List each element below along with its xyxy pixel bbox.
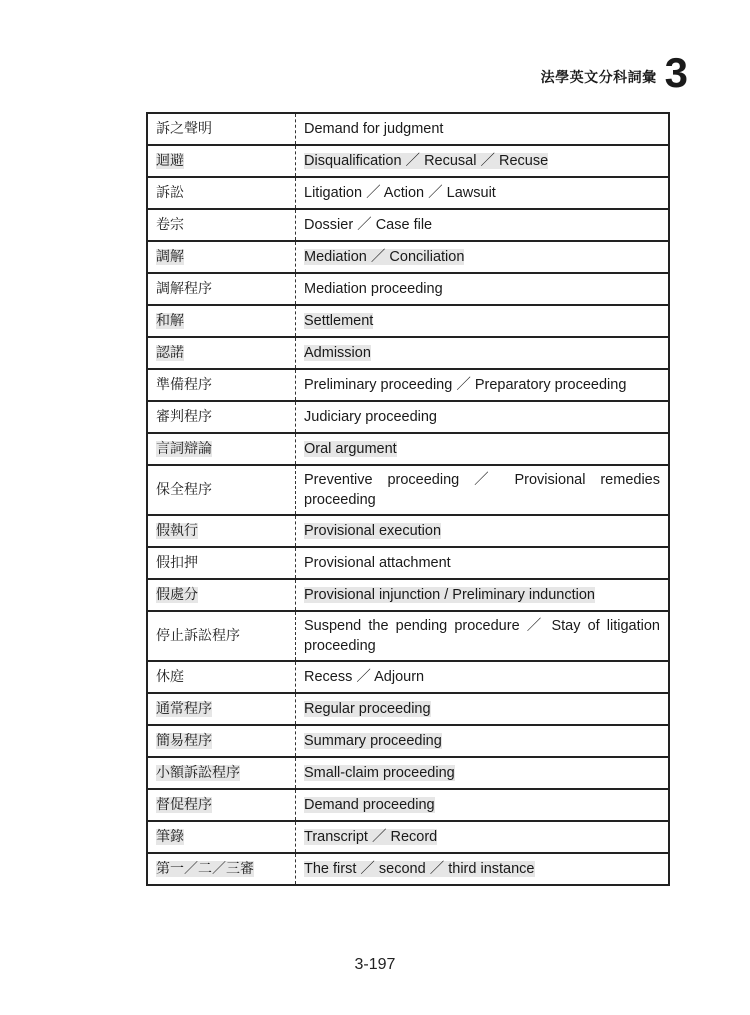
english-term: Litigation ／ Action ／ Lawsuit (304, 185, 496, 201)
chinese-term-cell (147, 693, 296, 725)
english-term: Provisional execution (304, 523, 442, 539)
english-term: The first ／ second ／ third instance (304, 861, 535, 877)
english-term-cell (296, 305, 670, 337)
chinese-term: 言詞辯論 (156, 441, 212, 457)
english-term: Summary proceeding (304, 733, 442, 749)
table-row (147, 337, 669, 369)
english-term: Small-claim proceeding (304, 765, 455, 781)
english-term-cell (296, 113, 670, 145)
english-term: Suspend the pending procedure ／ Stay of litigation proceeding (304, 618, 660, 654)
english-term-cell (296, 725, 670, 757)
chinese-term-cell (147, 305, 296, 337)
english-term-cell (296, 209, 670, 241)
chinese-term: 假執行 (156, 523, 198, 539)
chinese-term: 卷宗 (156, 217, 184, 233)
chapter-title: 法學英文分科詞彙 (540, 70, 657, 86)
chinese-term-cell (147, 661, 296, 693)
english-term-cell (296, 661, 670, 693)
chinese-term-cell (147, 757, 296, 789)
table-row (147, 853, 669, 885)
chinese-term: 第一／二／三審 (156, 861, 254, 877)
english-term: Demand proceeding (304, 797, 435, 813)
table-row (147, 145, 669, 177)
english-term: Disqualification ／ Recusal ／ Recuse (304, 153, 549, 169)
english-term-cell (296, 757, 670, 789)
chinese-term: 迴避 (156, 153, 184, 169)
chinese-term-cell (147, 821, 296, 853)
chinese-term: 簡易程序 (156, 733, 212, 749)
chinese-term-cell (147, 579, 296, 611)
english-term: Transcript ／ Record (304, 829, 438, 845)
table-row (147, 661, 669, 693)
english-term: Oral argument (304, 441, 397, 457)
english-term-cell (296, 177, 670, 209)
english-term: Mediation ／ Conciliation (304, 249, 465, 265)
chinese-term: 調解程序 (156, 281, 212, 297)
english-term-cell (296, 273, 670, 305)
english-term: Dossier ／ Case file (304, 217, 433, 233)
english-term-cell (296, 337, 670, 369)
english-term-cell (296, 465, 670, 515)
vocabulary-table-body (147, 113, 669, 885)
english-term: Mediation proceeding (304, 281, 443, 297)
table-row (147, 401, 669, 433)
chinese-term-cell (147, 433, 296, 465)
english-term: Settlement (304, 313, 374, 329)
table-row (147, 465, 669, 515)
table-row (147, 433, 669, 465)
english-term-cell (296, 145, 670, 177)
table-row (147, 305, 669, 337)
english-term: Admission (304, 345, 371, 361)
chinese-term-cell (147, 209, 296, 241)
chinese-term-cell (147, 547, 296, 579)
english-term-cell (296, 433, 670, 465)
chinese-term: 訴之聲明 (156, 121, 212, 137)
chinese-term-cell (147, 725, 296, 757)
chinese-term-cell (147, 241, 296, 273)
english-term-cell (296, 547, 670, 579)
chinese-term: 停止訴訟程序 (156, 628, 240, 644)
page-number: 3-197 (354, 956, 396, 973)
english-term-cell (296, 369, 670, 401)
table-row (147, 725, 669, 757)
chapter-number: 3 (664, 49, 688, 96)
chinese-term-cell (147, 789, 296, 821)
table-row (147, 579, 669, 611)
vocabulary-table (146, 112, 670, 886)
chinese-term: 訴訟 (156, 185, 184, 201)
chinese-term-cell (147, 273, 296, 305)
chinese-term-cell (147, 337, 296, 369)
chinese-term-cell (147, 611, 296, 661)
chinese-term: 通常程序 (156, 701, 212, 717)
english-term-cell (296, 789, 670, 821)
table-row (147, 821, 669, 853)
english-term: Provisional injunction / Preliminary indunction (304, 587, 595, 603)
chinese-term: 假扣押 (156, 555, 198, 571)
chinese-term-cell (147, 369, 296, 401)
table-row (147, 209, 669, 241)
english-term: Preliminary proceeding ／ Preparatory proceeding (304, 377, 627, 393)
chinese-term: 筆錄 (156, 829, 184, 845)
chinese-term: 準備程序 (156, 377, 212, 393)
table-row (147, 789, 669, 821)
chinese-term-cell (147, 177, 296, 209)
chinese-term-cell (147, 853, 296, 885)
chinese-term: 調解 (156, 249, 184, 265)
english-term-cell (296, 241, 670, 273)
chinese-term: 和解 (156, 313, 184, 329)
english-term-cell (296, 579, 670, 611)
english-term: Recess ／ Adjourn (304, 669, 425, 685)
english-term-cell (296, 693, 670, 725)
table-row (147, 547, 669, 579)
chinese-term: 小額訴訟程序 (156, 765, 240, 781)
table-row (147, 177, 669, 209)
chinese-term: 審判程序 (156, 409, 212, 425)
chinese-term: 假處分 (156, 587, 198, 603)
english-term-cell (296, 515, 670, 547)
table-row (147, 515, 669, 547)
english-term-cell (296, 821, 670, 853)
table-row (147, 757, 669, 789)
english-term: Provisional attachment (304, 555, 451, 571)
chinese-term: 督促程序 (156, 797, 212, 813)
chinese-term-cell (147, 515, 296, 547)
english-term-cell (296, 853, 670, 885)
english-term-cell (296, 611, 670, 661)
table-row (147, 273, 669, 305)
chinese-term-cell (147, 465, 296, 515)
english-term: Preventive proceeding ／ Provisional remedies proceeding (304, 472, 660, 508)
english-term-cell (296, 401, 670, 433)
english-term: Regular proceeding (304, 701, 431, 717)
chinese-term-cell (147, 401, 296, 433)
chinese-term-cell (147, 145, 296, 177)
english-term: Judiciary proceeding (304, 409, 437, 425)
english-term: Demand for judgment (304, 121, 444, 137)
table-row (147, 369, 669, 401)
table-row (147, 241, 669, 273)
page-header (541, 50, 688, 94)
chinese-term-cell (147, 113, 296, 145)
table-row (147, 693, 669, 725)
chinese-term: 認諾 (156, 345, 184, 361)
table-row (147, 113, 669, 145)
chinese-term: 休庭 (156, 669, 184, 685)
chinese-term: 保全程序 (156, 482, 212, 498)
table-row (147, 611, 669, 661)
